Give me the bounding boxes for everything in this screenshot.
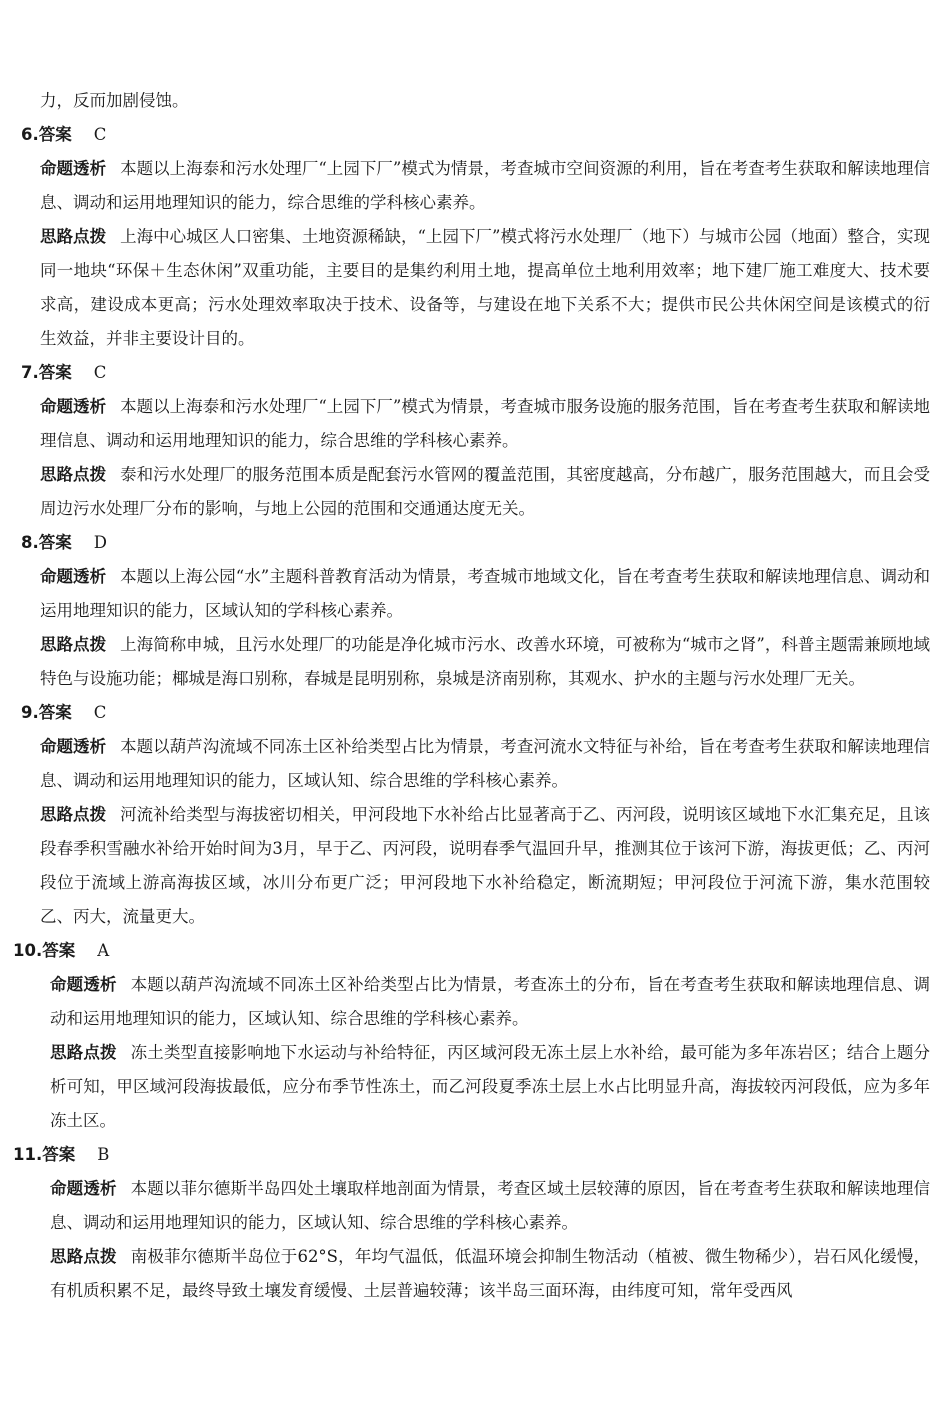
question-number: 11.: [13, 1145, 43, 1164]
intent-label: 命题透析: [40, 567, 107, 586]
hint-label: 思路点拨: [40, 465, 107, 484]
intent-text: 本题以上海公园“水”主题科普教育活动为情景，考查城市地域文化，旨在考查考生获取和解读地理信息、调动和运用地理知识的能力，区域认知的学科核心素养。: [40, 567, 931, 620]
explanation-block: [50, 968, 930, 1138]
answer-item: [21, 356, 931, 526]
intro-line: 力，反而加剧侵蚀。: [40, 91, 189, 110]
hint-paragraph: [40, 798, 930, 934]
answer-label: 答案: [38, 703, 72, 722]
question-number: 8.: [21, 533, 39, 552]
answer-header: [13, 934, 930, 968]
intent-text: 本题以葫芦沟流域不同冻土区补给类型占比为情景，考查河流水文特征与补给，旨在考查考生获取和解读地理信息、调动和运用地理知识的能力，区域认知、综合思维的学科核心素养。: [40, 737, 931, 790]
intent-paragraph: [50, 1172, 930, 1240]
question-number: 7.: [21, 363, 39, 382]
explanation-block: [40, 390, 930, 526]
hint-label: 思路点拨: [50, 1247, 117, 1266]
answer-page: [13, 84, 931, 1308]
intent-label: 命题透析: [50, 975, 117, 994]
explanation-block: [40, 152, 930, 356]
intent-text: 本题以上海泰和污水处理厂“上园下厂”模式为情景，考查城市空间资源的利用，旨在考查考生获取和解读地理信息、调动和运用地理知识的能力，综合思维的学科核心素养。: [40, 159, 931, 212]
question-number: 9.: [21, 703, 39, 722]
hint-label: 思路点拨: [50, 1043, 117, 1062]
answer-header: [13, 1138, 930, 1172]
answer-choice: C: [93, 125, 107, 144]
hint-paragraph: [50, 1036, 930, 1138]
answer-label: 答案: [38, 125, 72, 144]
answer-choice: A: [97, 941, 110, 960]
answer-label: 答案: [42, 1145, 76, 1164]
intent-paragraph: [50, 968, 930, 1036]
answer-item: [13, 934, 931, 1138]
intent-paragraph: [40, 390, 930, 458]
answer-header: [21, 118, 930, 152]
intent-text: 本题以菲尔德斯半岛四处土壤取样地剖面为情景，考查区域土层较薄的原因，旨在考查考生获取和解读地理信息、调动和运用地理知识的能力，区域认知、综合思维的学科核心素养。: [50, 1179, 931, 1232]
answer-item: [13, 1138, 931, 1308]
explanation-block: [40, 730, 930, 934]
hint-text: 上海简称申城，且污水处理厂的功能是净化城市污水、改善水环境，可被称为“城市之肾”，科普主题需兼顾地域特色与设施功能；椰城是海口别称，春城是昆明别称，泉城是济南别称，其观水、护水的主题与污水处理厂无关。: [40, 635, 931, 688]
answer-label: 答案: [42, 941, 76, 960]
hint-text: 上海中心城区人口密集、土地资源稀缺，“上园下厂”模式将污水处理厂（地下）与城市公园（地面）整合，实现同一地块“环保＋生态休闲”双重功能，主要目的是集约利用土地，提高单位土地利用效率；地下建厂施工难度大、技术要求高，建设成本更高；污水处理效率取决于技术、设备等，与建设在地下关系不大；提供市民公共休闲空间是该模式的衍生效益，并非主要设计目的。: [40, 227, 931, 348]
answer-choice: C: [93, 703, 107, 722]
question-number: 10.: [13, 941, 43, 960]
hint-paragraph: [40, 458, 930, 526]
hint-text: 冻土类型直接影响地下水运动与补给特征，丙区域河段无冻土层上水补给，最可能为多年冻岩区；结合上题分析可知，甲区域河段海拔最低，应分布季节性冻土，而乙河段夏季冻土层上水占比明显升高，海拔较丙河段低，应为多年冻土区。: [50, 1043, 931, 1130]
question-number: 6.: [21, 125, 39, 144]
hint-label: 思路点拨: [40, 635, 107, 654]
intent-paragraph: [40, 560, 930, 628]
hint-text: 南极菲尔德斯半岛位于62°S，年均气温低，低温环境会抑制生物活动（植被、微生物稀少），岩石风化缓慢，有机质积累不足，最终导致土壤发育缓慢、土层普遍较薄；该半岛三面环海，由纬度可知，常年受西风: [50, 1247, 930, 1300]
hint-text: 泰和污水处理厂的服务范围本质是配套污水管网的覆盖范围，其密度越高，分布越广，服务范围越大，而且会受周边污水处理厂分布的影响，与地上公园的范围和交通通达度无关。: [40, 465, 931, 518]
intent-label: 命题透析: [50, 1179, 117, 1198]
answer-header: [21, 696, 930, 730]
answer-label: 答案: [38, 363, 72, 382]
intent-label: 命题透析: [40, 397, 107, 416]
answer-choice: B: [97, 1145, 110, 1164]
answer-header: [21, 356, 930, 390]
intent-text: 本题以上海泰和污水处理厂“上园下厂”模式为情景，考查城市服务设施的服务范围，旨在考查考生获取和解读地理信息、调动和运用地理知识的能力，综合思维的学科核心素养。: [40, 397, 931, 450]
answer-choice: C: [93, 363, 107, 382]
hint-paragraph: [40, 220, 930, 356]
answer-choice: D: [93, 533, 107, 552]
intent-label: 命题透析: [40, 737, 107, 756]
explanation-block: [50, 1172, 930, 1308]
hint-label: 思路点拨: [40, 805, 107, 824]
intent-paragraph: [40, 152, 930, 220]
intent-label: 命题透析: [40, 159, 107, 178]
intent-text: 本题以葫芦沟流域不同冻土区补给类型占比为情景，考查冻土的分布，旨在考查考生获取和解读地理信息、调动和运用地理知识的能力，区域认知、综合思维的学科核心素养。: [50, 975, 931, 1028]
intent-paragraph: [40, 730, 930, 798]
answer-item: [21, 526, 931, 696]
answer-item: [21, 696, 931, 934]
hint-label: 思路点拨: [40, 227, 107, 246]
explanation-block: [40, 560, 930, 696]
answer-item: [21, 118, 931, 356]
answer-label: 答案: [38, 533, 72, 552]
answer-header: [21, 526, 930, 560]
hint-text: 河流补给类型与海拔密切相关，甲河段地下水补给占比显著高于乙、丙河段，说明该区域地下水汇集充足，且该段春季积雪融水补给开始时间为3月，早于乙、丙河段，说明春季气温回升早，推测其位于该河下游，海拔更低；乙、丙河段位于流域上游高海拔区域，冰川分布更广泛；甲河段地下水补给稳定，断流期短；甲河段位于河流下游，集水范围较乙、丙大，流量更大。: [40, 805, 931, 926]
hint-paragraph: [40, 628, 930, 696]
hint-paragraph: [50, 1240, 930, 1308]
